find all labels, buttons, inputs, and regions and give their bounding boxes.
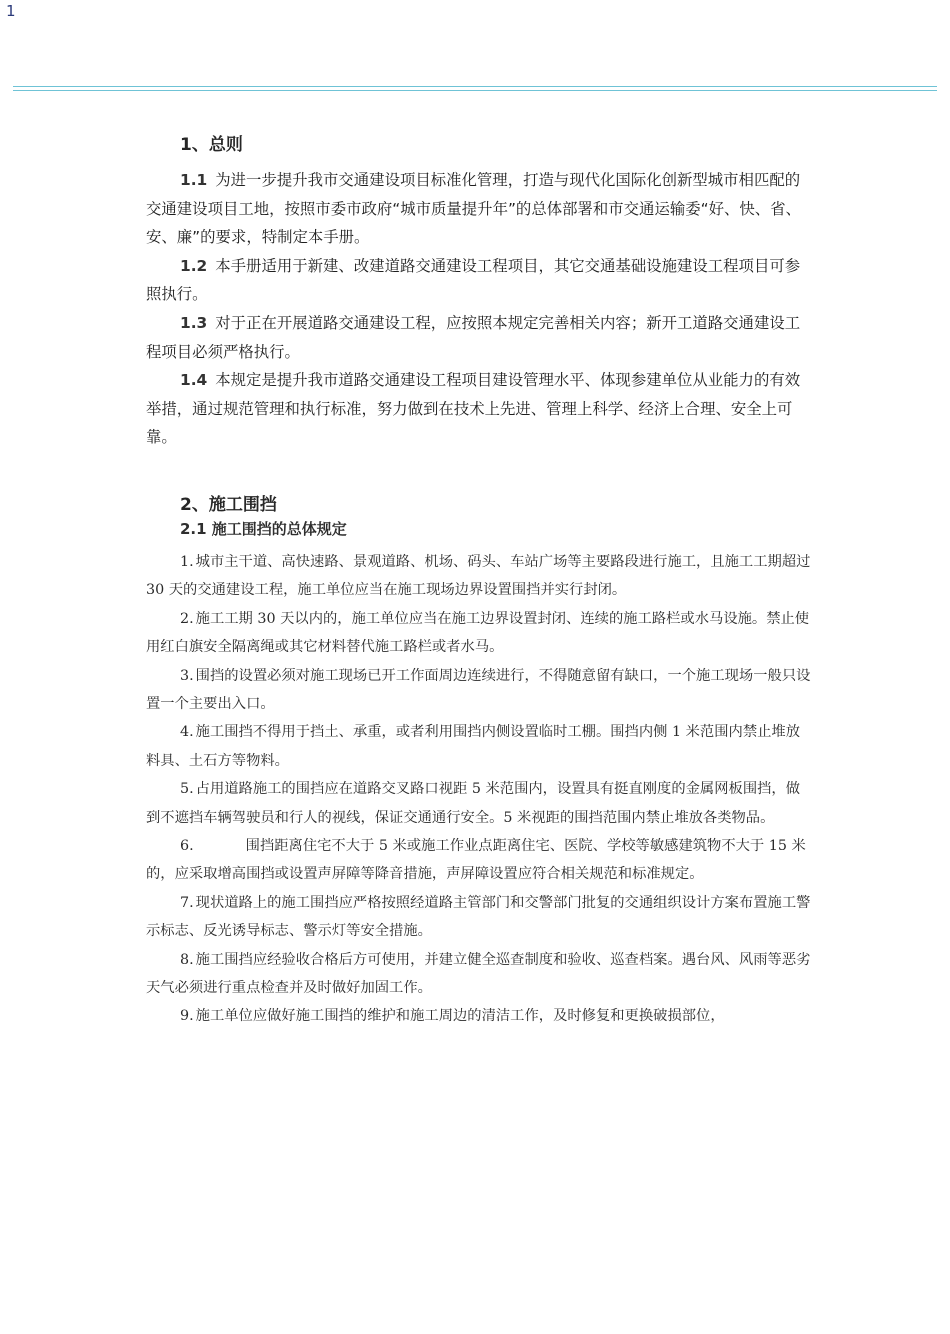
clause-text: 本手册适用于新建、改建道路交通建设工程项目，其它交通基础设施建设工程项目可参照执行。 — [146, 256, 801, 304]
hoarding-item-3 — [146, 662, 814, 719]
clause-1-1 — [146, 166, 814, 252]
page-number: 1 — [6, 2, 16, 20]
clause-text: 对于正在开展道路交通建设工程，应按照本规定完善相关内容；新开工道路交通建设工程项目必须严格执行。 — [146, 313, 801, 361]
item-text: 围挡的设置必须对施工现场已开工作面周边连续进行，不得随意留有缺口，一个施工现场一般只设置一个主要出入口。 — [146, 667, 811, 712]
section-heading-general: 1、总则 — [180, 135, 243, 155]
subsection-heading-2-1: 2.1 施工围挡的总体规定 — [180, 519, 347, 538]
item-number: 6. — [180, 838, 194, 854]
hoarding-item-7 — [146, 889, 814, 946]
hoarding-item-2 — [146, 605, 814, 662]
hoarding-item-4 — [146, 718, 814, 775]
item-number: 5. — [180, 781, 194, 798]
header-rule-top — [13, 86, 937, 87]
item-text: 施工围挡不得用于挡土、承重，或者利用围挡内侧设置临时工棚。围挡内侧 1 米范围内禁止堆放料具、土石方等物料。 — [146, 724, 801, 769]
hoarding-item-6 — [146, 832, 814, 889]
clause-1-4 — [146, 366, 814, 452]
clause-1-2 — [146, 252, 814, 309]
item-text: 施工单位应做好施工围挡的维护和施工周边的清洁工作，及时修复和更换破损部位， — [195, 1008, 725, 1025]
item-number: 7. — [180, 894, 194, 911]
item-number: 9. — [180, 1008, 194, 1025]
clause-text: 本规定是提升我市道路交通建设工程项目建设管理水平、体现参建单位从业能力的有效举措，通过规范管理和执行标准，努力做到在技术上先进、管理上科学、经济上合理、安全上可靠。 — [146, 371, 801, 447]
item-number: 2. — [180, 610, 194, 627]
clause-number: 1.2 — [180, 256, 208, 275]
clause-1-3 — [146, 309, 814, 366]
clause-number: 1.4 — [180, 371, 208, 390]
item-text: 现状道路上的施工围挡应严格按照经道路主管部门和交警部门批复的交通组织设计方案布置施工警示标志、反光诱导标志、警示灯等安全措施。 — [146, 894, 811, 940]
hoarding-item-9 — [146, 1002, 814, 1030]
clause-number: 1.1 — [180, 171, 208, 189]
clause-text: 为进一步提升我市交通建设项目标准化管理，打造与现代化国际化创新型城市相匹配的交通建设项目工地，按照市委市政府“城市质量提升年”的总体部署和市交通运输委“好、快、省、安、廉”的要求，特制定本手册。 — [146, 171, 801, 247]
item-text: 施工围挡应经验收合格后方可使用，并建立健全巡查制度和验收、巡查档案。遇台风、风雨等恶劣天气必须进行重点检查并及时做好加固工作。 — [146, 951, 811, 997]
item-text: 围挡距离住宅不大于 5 米或施工作业点距离住宅、医院、学校等敏感建筑物不大于 15 米的，应采取增高围挡或设置声屏障等降音措施，声屏障设置应符合相关规范和标准规定。 — [146, 838, 806, 883]
item-number: 4. — [180, 724, 194, 741]
clause-number: 1.3 — [180, 313, 208, 332]
hoarding-item-8 — [146, 946, 814, 1003]
item-text: 占用道路施工的围挡应在道路交叉路口视距 5 米范围内，设置具有挺直刚度的金属网板围挡，做到不遮挡车辆驾驶员和行人的视线，保证交通通行安全。5 米视距的围挡范围内禁止堆放各类物品。 — [146, 781, 801, 826]
hoarding-item-5 — [146, 775, 814, 832]
item-text: 施工工期 30 天以内的，施工单位应当在施工边界设置封闭、连续的施工路栏或水马设施。禁止使用红白旗安全隔离绳或其它材料替代施工路栏或者水马。 — [146, 610, 810, 656]
item-number: 8. — [180, 951, 194, 968]
header-rule-bottom — [13, 90, 937, 91]
hoarding-item-1 — [146, 548, 814, 605]
document-body — [146, 128, 814, 1031]
item-number: 1. — [180, 553, 194, 570]
section-heading-hoarding: 2、施工围挡 — [180, 494, 277, 515]
item-text: 城市主干道、高快速路、景观道路、机场、码头、车站广场等主要路段进行施工，且施工工期超过 30 天的交通建设工程，施工单位应当在施工现场边界设置围挡并实行封闭。 — [146, 553, 811, 599]
item-number: 3. — [180, 667, 194, 684]
